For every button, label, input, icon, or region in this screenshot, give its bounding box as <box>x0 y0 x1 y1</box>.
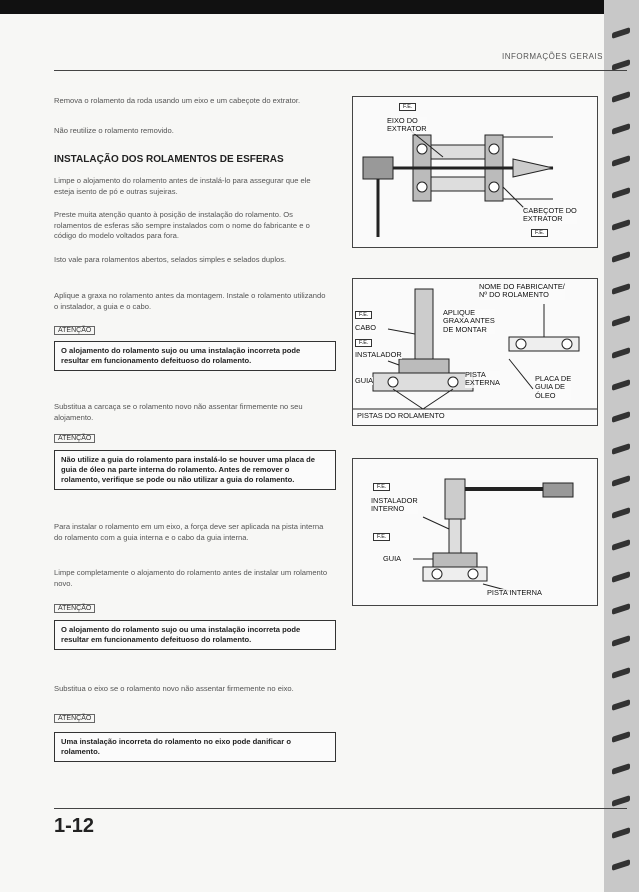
warning-box: Uma instalação incorreta do rolamento no eixo pode danificar o rolamento. <box>54 732 336 762</box>
special-tool-tag: F.E. <box>373 483 390 491</box>
figure-bearing-installer <box>352 278 598 426</box>
special-tool-tag: F.E. <box>355 339 372 347</box>
header-rule <box>54 70 627 71</box>
paragraph: Preste muita atenção quanto à posição de instalação do rolamento. Os rolamentos de esferas são sempre instalados com o nome do fabricante e o código do modelo voltados para fora. <box>54 210 310 240</box>
label-inner-installer: INSTALADOR INTERNO <box>371 496 418 514</box>
attention-tag: ATENÇÃO <box>54 434 95 443</box>
paragraph: Não reutilize o rolamento removido. <box>54 126 174 135</box>
label-handle: CABO <box>355 323 376 332</box>
warning-box: O alojamento do rolamento sujo ou uma instalação incorreta pode resultar em funcionamento defeituoso do rolamento. <box>54 341 336 371</box>
label-installer: INSTALADOR <box>355 350 402 359</box>
page-number: 1-12 <box>54 815 95 837</box>
label-oil-guide-plate: PLACA DE GUIA DE ÓLEO <box>535 374 572 400</box>
figure-inner-installer <box>352 458 598 606</box>
attention-tag: ATENÇÃO <box>54 326 95 335</box>
special-tool-tag: F.E. <box>355 311 372 319</box>
label-extractor-shaft: EIXO DO EXTRATOR <box>387 116 427 134</box>
label-bearing-races: PISTAS DO ROLAMENTO <box>357 411 445 420</box>
special-tool-tag: F.E. <box>399 103 416 111</box>
paragraph: Limpe completamente o alojamento do rolamento antes de instalar um rolamento novo. <box>54 568 328 588</box>
special-tool-tag: F.E. <box>531 229 548 237</box>
special-tool-tag: F.E. <box>373 533 390 541</box>
label-manufacturer: NOME DO FABRICANTE/ Nº DO ROLAMENTO <box>479 282 565 300</box>
label-apply-grease: APLIQUE GRAXA ANTES DE MONTAR <box>443 308 495 334</box>
paragraph: Remova o rolamento da roda usando um eixo e um cabeçote do extrator. <box>54 96 301 105</box>
warning-box: Não utilize a guia do rolamento para instalá-lo se houver uma placa de guia de óleo na parte interna do rolamento. Antes de remover o rolamento, verifique se pode ou não utilizar a guia do rolamento. <box>54 450 336 490</box>
paragraph: Para instalar o rolamento em um eixo, a força deve ser aplicada na pista interna do rolamento com a guia interna e o cabo da guia interna. <box>54 522 324 542</box>
footer-rule <box>54 808 627 809</box>
header-title: INFORMAÇÕES GERAIS <box>501 52 603 61</box>
label-extractor-head: CABEÇOTE DO EXTRATOR <box>523 206 577 224</box>
warning-box: O alojamento do rolamento sujo ou uma instalação incorreta pode resultar em funcionamento defeituoso do rolamento. <box>54 620 336 650</box>
label-outer-race: PISTA EXTERNA <box>465 370 500 388</box>
scan-top-edge <box>0 0 604 14</box>
label-guide: GUIA <box>383 554 402 563</box>
attention-tag: ATENÇÃO <box>54 604 95 613</box>
paragraph: Substitua o eixo se o rolamento novo não assentar firmemente no eixo. <box>54 684 294 693</box>
figure-bearing-extractor <box>352 96 598 248</box>
label-guide: GUIA <box>355 376 374 385</box>
paragraph: Isto vale para rolamentos abertos, selados simples e selados duplos. <box>54 255 287 264</box>
paragraph: Limpe o alojamento do rolamento antes de instalá-lo para assegurar que ele esteja isento de pó e outras sujeiras. <box>54 176 311 196</box>
attention-tag: ATENÇÃO <box>54 714 95 723</box>
paragraph: Substitua a carcaça se o rolamento novo não assentar firmemente no seu alojamento. <box>54 402 303 422</box>
label-inner-race: PISTA INTERNA <box>487 588 542 597</box>
paragraph: Aplique a graxa no rolamento antes da montagem. Instale o rolamento utilizando o instalador, a guia e o cabo. <box>54 291 326 311</box>
section-heading: INSTALAÇÃO DOS ROLAMENTOS DE ESFERAS <box>54 154 284 165</box>
